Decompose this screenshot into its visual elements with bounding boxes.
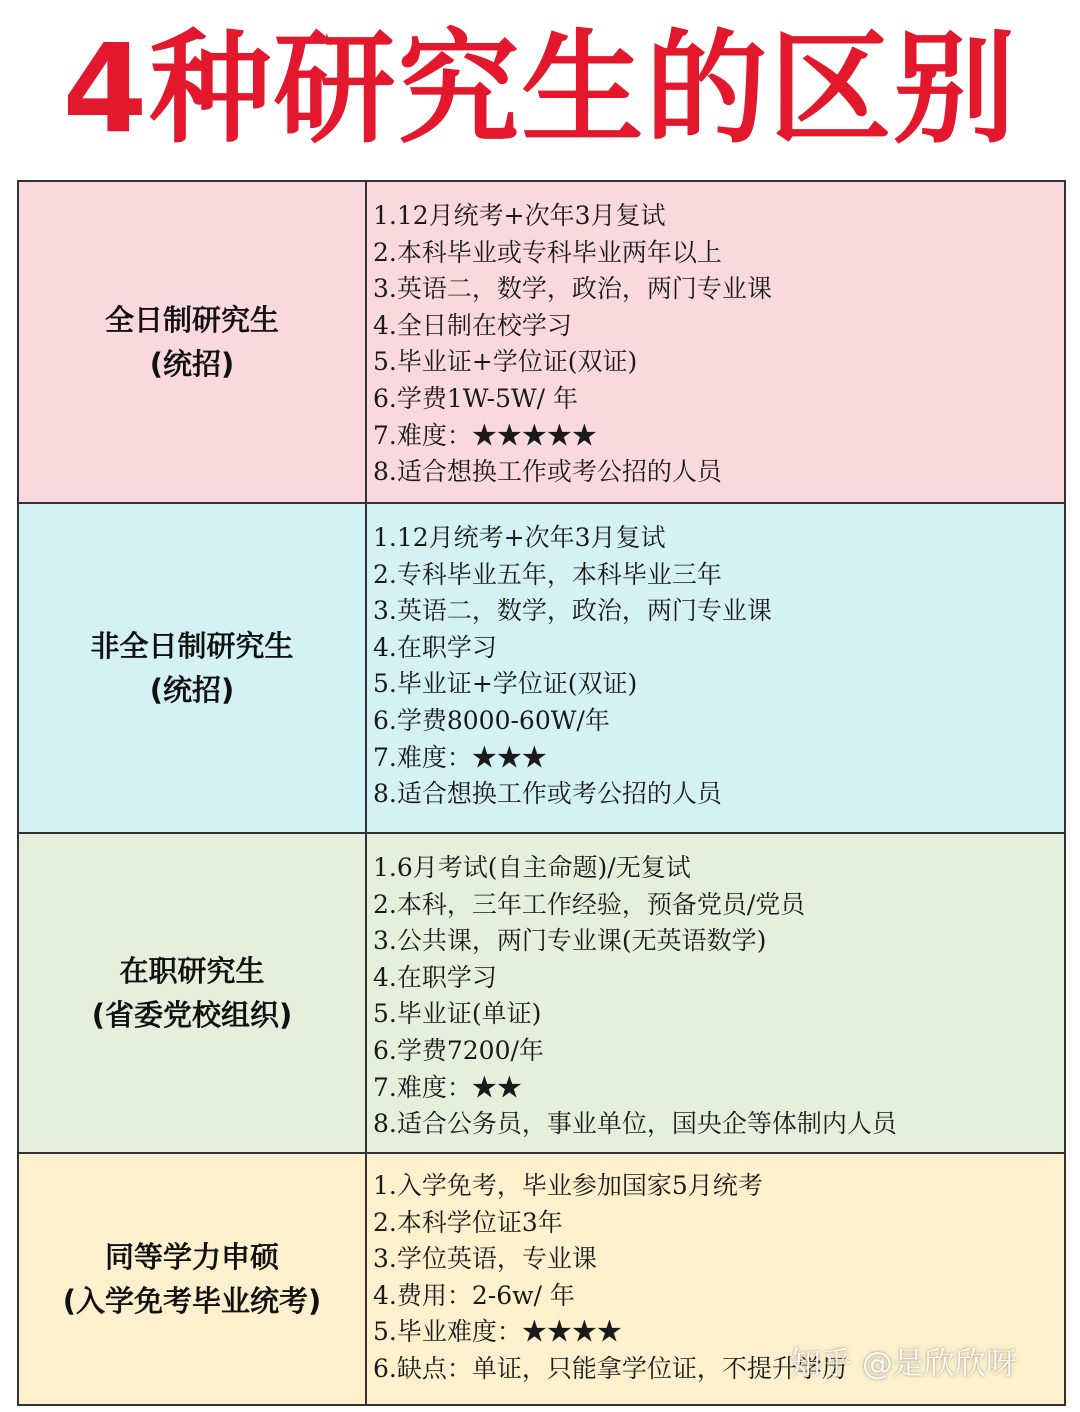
category-cell xyxy=(19,834,367,1152)
detail-line: 4.在职学习 xyxy=(373,632,497,662)
detail-line: 3.公共课，两门专业课(无英语数学) xyxy=(373,926,767,956)
detail-line: 2.本科学位证3年 xyxy=(373,1207,563,1237)
detail-line: 1.12月统考+次年3月复试 xyxy=(373,201,666,230)
category-cell xyxy=(19,504,367,832)
detail-line: 5.毕业证(单证) xyxy=(373,999,542,1029)
detail-line: 5.毕业证+学位证(双证) xyxy=(373,669,638,699)
table-row xyxy=(19,182,1066,504)
detail-line: 8.适合公务员，事业单位，国央企等体制内人员 xyxy=(373,1109,897,1139)
table-row xyxy=(19,834,1066,1154)
detail-line: 3.学位英语，专业课 xyxy=(373,1244,597,1274)
detail-line: 3.英语二，数学，政治，两门专业课 xyxy=(373,596,772,626)
detail-line: 2.本科毕业或专科毕业两年以上 xyxy=(373,237,722,267)
comparison-table xyxy=(17,180,1066,1406)
detail-line: 5.毕业难度：★★★★ xyxy=(373,1317,622,1347)
detail-line: 4.费用：2-6w/ 年 xyxy=(373,1280,575,1310)
detail-line: 8.适合想换工作或考公招的人员 xyxy=(373,457,722,487)
category-cell xyxy=(19,182,367,502)
detail-line: 7.难度：★★★ xyxy=(373,742,547,772)
watermark: 知乎 @是欣欣呀 xyxy=(790,1346,1017,1382)
detail-line: 2.本科，三年工作经验，预备党员/党员 xyxy=(373,889,806,919)
detail-line: 6.学费1W-5W/ 年 xyxy=(373,383,579,413)
category-name: 在职研究生 xyxy=(119,954,265,988)
page-title: 4种研究生的区别 xyxy=(62,18,1018,160)
detail-line: 6.学费7200/年 xyxy=(373,1035,544,1065)
detail-line: 7.难度：★★★★★ xyxy=(373,420,597,450)
detail-line: 5.毕业证+学位证(双证) xyxy=(373,347,638,377)
detail-line: 8.适合想换工作或考公招的人员 xyxy=(373,779,722,809)
detail-line: 4.在职学习 xyxy=(373,962,497,992)
detail-line: 6.缺点：单证，只能拿学位证，不提升学历 xyxy=(373,1353,847,1383)
details-cell xyxy=(367,834,1066,1152)
detail-line: 2.专科毕业五年，本科毕业三年 xyxy=(373,559,722,589)
category-subtitle: (统招) xyxy=(149,347,235,381)
category-subtitle: (统招) xyxy=(149,673,235,707)
detail-line: 1.入学免考，毕业参加国家5月统考 xyxy=(373,1171,763,1200)
category-name: 全日制研究生 xyxy=(104,303,279,337)
detail-line: 6.学费8000-60W/年 xyxy=(373,705,610,735)
category-subtitle: (入学免考毕业统考) xyxy=(62,1284,322,1318)
category-name: 同等学力申硕 xyxy=(104,1240,279,1274)
detail-line: 7.难度：★★ xyxy=(373,1072,522,1102)
detail-line: 1.6月考试(自主命题)/无复试 xyxy=(373,853,691,882)
category-name: 非全日制研究生 xyxy=(90,629,294,663)
detail-line: 4.全日制在校学习 xyxy=(373,310,572,340)
detail-line: 3.英语二，数学，政治，两门专业课 xyxy=(373,274,772,304)
table-row xyxy=(19,504,1066,834)
details-cell xyxy=(367,182,1066,502)
category-subtitle: (省委党校组织) xyxy=(91,998,293,1032)
category-cell xyxy=(19,1154,367,1404)
details-cell xyxy=(367,504,1066,832)
detail-line: 1.12月统考+次年3月复试 xyxy=(373,523,666,552)
